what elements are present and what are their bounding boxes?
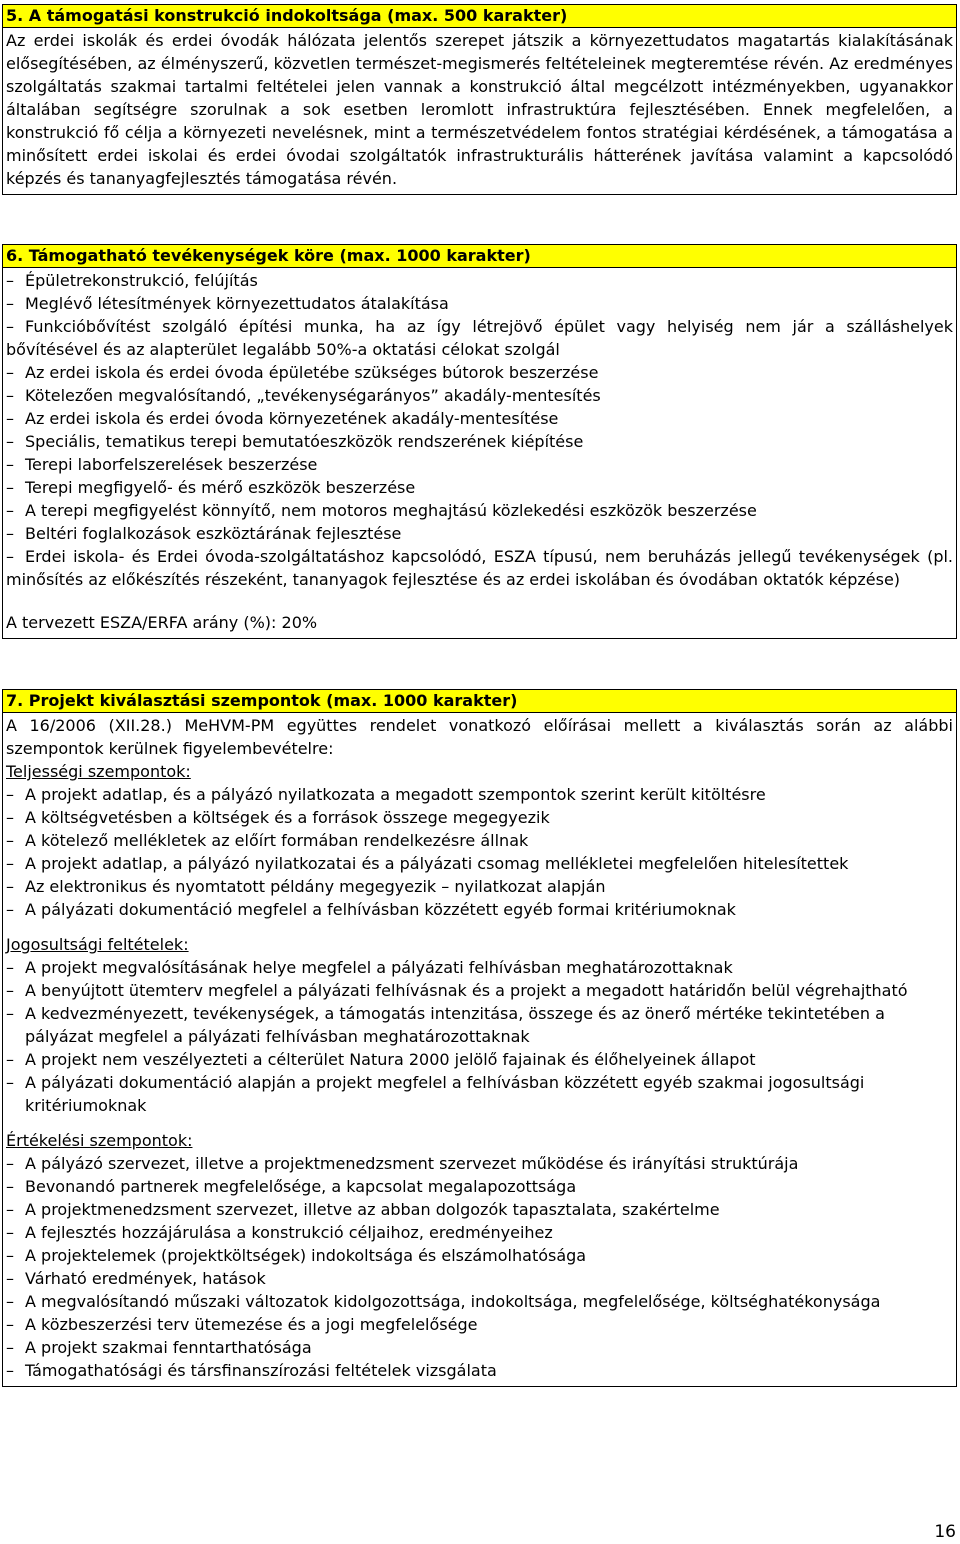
activity-item: – Kötelezően megvalósítandó, „tevékenységarányos” akadály-mentesítés (6, 384, 953, 407)
section-6-title: 6. Támogatható tevékenységek köre (max. 1000 karakter) (3, 245, 956, 268)
activity-item: – Speciális, tematikus terepi bemutatóeszközök rendszerének kiépítése (6, 430, 953, 453)
criteria-item: – A benyújtott ütemterv megfelel a pályázati felhívásnak és a projekt a megadott határidőn belül végrehajtható (6, 979, 953, 1002)
section-5 (2, 4, 957, 195)
activity-item: – Az erdei iskola és erdei óvoda környezetének akadály-mentesítése (6, 407, 953, 430)
activity-item: – Meglévő létesítmények környezettudatos átalakítása (6, 292, 953, 315)
criteria-item: – Várható eredmények, hatások (6, 1267, 953, 1290)
section-7-title: 7. Projekt kiválasztási szempontok (max. 1000 karakter) (3, 690, 956, 713)
activity-item: – A terepi megfigyelést könnyítő, nem motoros meghajtású közlekedési eszközök beszerzése (6, 499, 953, 522)
section-7-intro: A 16/2006 (XII.28.) MeHVM-PM együttes rendelet vonatkozó előírásai mellett a kiválasztás során az alábbi szempontok kerülnek figyelembevételre: (6, 716, 953, 758)
esza-erfa-ratio: A tervezett ESZA/ERFA arány (%): 20% (6, 613, 318, 632)
section-6-body (3, 268, 956, 638)
section-5-text: Az erdei iskolák és erdei óvodák hálózata jelentős szerepet játszik a környezettudatos magatartás kialakításának elősegítésében, az élményszerű, közvetlen természet-megismerés feltételeinek megteremtése révén. Az eredményes szolgáltatás szakmai tartalmi feltételei jelen vannak a konstrukció által megcélzott intézményekben, ugyanakkor általában segítségre szorulnak a sok esetben leromlott infrastruktúra fejlesztésében. Ennek megfelelően, a konstrukció fő célja a környezeti nevelésnek, mint a természetvédelem fontos stratégiai kérdésének, a támogatása a minősített erdei iskolai és erdei óvodai szolgáltatók infrastrukturális hátterének javítása valamint a kapcsolódó képzés és tananyagfejlesztés támogatása révén. (6, 31, 953, 188)
criteria-item: – A projekt megvalósításának helye megfelel a pályázati felhívásban meghatározottaknak (6, 956, 953, 979)
activity-item: – Funkcióbővítést szolgáló építési munka, ha az így létrejövő épület vagy helyiség nem jár a szálláshelyek bővítésével és az alapterület legalább 50%-a oktatási célokat szolgál (6, 315, 953, 361)
criteria-item: – A fejlesztés hozzájárulása a konstrukció céljaihoz, eredményeihez (6, 1221, 953, 1244)
criteria-item: – A projekt adatlap, a pályázó nyilatkozatai és a pályázati csomag mellékletei megfelelően hitelesítettek (6, 852, 953, 875)
completeness-heading: Teljességi szempontok: (6, 762, 191, 781)
criteria-item: – A megvalósítandó műszaki változatok kidolgozottsága, indokoltsága, megfelelősége, költséghatékonysága (6, 1290, 953, 1313)
criteria-item: – A kötelező mellékletek az előírt formában rendelkezésre állnak (6, 829, 953, 852)
criteria-item: – A pályázó szervezet, illetve a projektmenedzsment szervezet működése és irányítási struktúrája (6, 1152, 953, 1175)
criteria-item: – Az elektronikus és nyomtatott példány megegyezik – nyilatkozat alapján (6, 875, 953, 898)
evaluation-heading: Értékelési szempontok: (6, 1131, 193, 1150)
section-7-body (3, 713, 956, 1386)
activity-item: – Terepi megfigyelő- és mérő eszközök beszerzése (6, 476, 953, 499)
activity-item: – Terepi laborfelszerelések beszerzése (6, 453, 953, 476)
criteria-item: – Támogathatósági és társfinanszírozási feltételek vizsgálata (6, 1359, 953, 1382)
criteria-item: – A projekt nem veszélyezteti a célterület Natura 2000 jelölő fajainak és élőhelyeinek állapot (6, 1048, 953, 1071)
activity-item: – Az erdei iskola és erdei óvoda épületébe szükséges bútorok beszerzése (6, 361, 953, 384)
criteria-item: – A projekt szakmai fenntarthatósága (6, 1336, 953, 1359)
criteria-item: – Bevonandó partnerek megfelelősége, a kapcsolat megalapozottsága (6, 1175, 953, 1198)
criteria-item: – A pályázati dokumentáció megfelel a felhívásban közzétett egyéb formai kritériumoknak (6, 898, 953, 921)
activity-item: – Erdei iskola- és Erdei óvoda-szolgáltatáshoz kapcsolódó, ESZA típusú, nem beruházás jellegű tevékenységek (pl. minősítés az előkészítés részeként, tananyagok fejlesztése és az erdei iskolában és óvodában oktatók képzése) (6, 545, 953, 591)
eligibility-heading: Jogosultsági feltételek: (6, 935, 189, 954)
criteria-item: – A pályázati dokumentáció alapján a projekt megfelel a felhívásban közzétett egyéb szakmai jogosultsági kritériumoknak (6, 1071, 953, 1117)
section-6 (2, 244, 957, 639)
page-number: 16 (934, 1522, 956, 1542)
section-5-title: 5. A támogatási konstrukció indokoltsága (max. 500 karakter) (3, 5, 956, 28)
criteria-item: – A projektelemek (projektköltségek) indokoltsága és elszámolhatósága (6, 1244, 953, 1267)
criteria-item: – A projekt adatlap, és a pályázó nyilatkozata a megadott szempontok szerint került kitöltésre (6, 783, 953, 806)
criteria-item: – A közbeszerzési terv ütemezése és a jogi megfelelősége (6, 1313, 953, 1336)
section-7 (2, 689, 957, 1387)
criteria-item: – A projektmenedzsment szervezet, illetve az abban dolgozók tapasztalata, szakértelme (6, 1198, 953, 1221)
criteria-item: – A költségvetésben a költségek és a források összege megegyezik (6, 806, 953, 829)
activity-item: – Beltéri foglalkozások eszköztárának fejlesztése (6, 522, 953, 545)
activity-item: – Épületrekonstrukció, felújítás (6, 269, 953, 292)
criteria-item: – A kedvezményezett, tevékenységek, a támogatás intenzitása, összege és az önerő mértéke tekintetében a pályázat megfelel a pályázati felhívásban meghatározottaknak (6, 1002, 953, 1048)
